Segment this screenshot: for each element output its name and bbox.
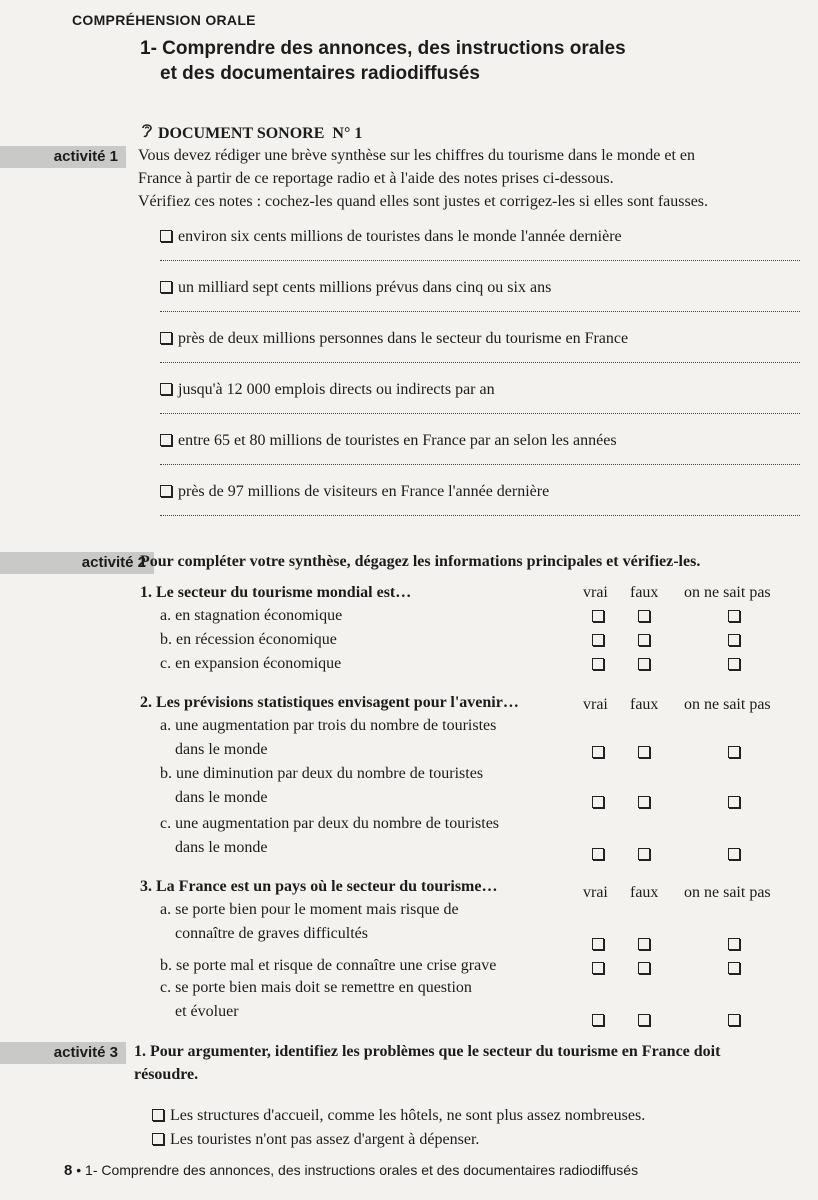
checkbox-vrai[interactable]	[592, 746, 604, 758]
checkbox-on-ne-sait-pas[interactable]	[728, 634, 740, 646]
option: b. se porte mal et risque de connaître une crise grave	[160, 957, 497, 974]
instruction-line: Vous devez rédiger une brève synthèse sur les chiffres du tourisme dans le monde et en	[138, 147, 696, 164]
header-label: COMPRÉHENSION ORALE	[72, 12, 256, 28]
checkbox[interactable]	[160, 281, 172, 293]
option-line1: a. une augmentation par trois du nombre de touristes	[160, 717, 497, 734]
correction-line[interactable]	[160, 303, 800, 312]
checkbox[interactable]	[160, 485, 172, 497]
note-item	[160, 430, 800, 465]
column-on-ne-sait-pas: on ne sait pas	[684, 696, 771, 713]
section-title-line1: 1- Comprendre des annonces, des instructions orales	[140, 38, 626, 59]
option	[160, 976, 560, 1024]
column-vrai: vrai	[583, 884, 608, 901]
question-title: 2. Les prévisions statistiques envisagent pour l'avenir…	[140, 694, 519, 711]
option-line2: dans le monde	[175, 741, 268, 758]
activite-3-question	[134, 1040, 804, 1086]
activite-3-label: activité 3	[0, 1042, 126, 1064]
checkbox-on-ne-sait-pas[interactable]	[728, 796, 740, 808]
checkbox-vrai[interactable]	[592, 938, 604, 950]
note-text: près de deux millions personnes dans le secteur du tourisme en France	[178, 330, 629, 347]
item-text: Les touristes n'ont pas assez d'argent à dépenser.	[170, 1131, 480, 1148]
checkbox-faux[interactable]	[638, 634, 650, 646]
question-line2: résoudre.	[134, 1066, 199, 1083]
checkbox-faux[interactable]	[638, 610, 650, 622]
checkbox[interactable]	[160, 230, 172, 242]
correction-line[interactable]	[160, 405, 800, 414]
correction-line[interactable]	[160, 354, 800, 363]
checkbox-on-ne-sait-pas[interactable]	[728, 1014, 740, 1026]
option-line1: a. se porte bien pour le moment mais risque de	[160, 901, 459, 918]
option: c. en expansion économique	[160, 655, 342, 672]
question-line1: 1. Pour argumenter, identifiez les problèmes que le secteur du tourisme en France doit	[134, 1043, 721, 1060]
checkbox-on-ne-sait-pas[interactable]	[728, 610, 740, 622]
checkbox-on-ne-sait-pas[interactable]	[728, 746, 740, 758]
checkbox-vrai[interactable]	[592, 962, 604, 974]
column-vrai: vrai	[583, 584, 608, 601]
option-line2: et évoluer	[175, 1003, 239, 1020]
activite-1-instructions	[138, 144, 808, 213]
checkbox-faux[interactable]	[638, 938, 650, 950]
option	[160, 898, 560, 946]
note-text: un milliard sept cents millions prévus dans cinq ou six ans	[178, 279, 552, 296]
note-text: jusqu'à 12 000 emplois directs ou indirects par an	[178, 381, 495, 398]
checkbox[interactable]	[160, 434, 172, 446]
column-vrai: vrai	[583, 696, 608, 713]
correction-line[interactable]	[160, 456, 800, 465]
note-text: entre 65 et 80 millions de touristes en France par an selon les années	[178, 432, 617, 449]
correction-line[interactable]	[160, 507, 800, 516]
checkbox-vrai[interactable]	[592, 1014, 604, 1026]
footer-bullet: •	[76, 1162, 82, 1178]
checkbox-on-ne-sait-pas[interactable]	[728, 962, 740, 974]
checkbox-vrai[interactable]	[592, 658, 604, 670]
option-line1: c. se porte bien mais doit se remettre en question	[160, 979, 472, 996]
checkbox-faux[interactable]	[638, 746, 650, 758]
option-line2: dans le monde	[175, 789, 268, 806]
correction-line[interactable]	[160, 252, 800, 261]
checkbox[interactable]	[152, 1133, 164, 1145]
item-text: Les structures d'accueil, comme les hôtels, ne sont plus assez nombreuses.	[170, 1107, 646, 1124]
option	[160, 714, 560, 762]
activite-1-label: activité 1	[0, 146, 126, 168]
checkbox-on-ne-sait-pas[interactable]	[728, 848, 740, 860]
page-number: 8	[64, 1162, 73, 1179]
note-item	[160, 277, 800, 312]
option-line2: dans le monde	[175, 839, 268, 856]
checkbox-on-ne-sait-pas[interactable]	[728, 658, 740, 670]
column-faux: faux	[630, 696, 659, 713]
option-line2: connaître de graves difficultés	[175, 925, 368, 942]
option-line1: b. une diminution par deux du nombre de touristes	[160, 765, 484, 782]
question-title: 1. Le secteur du tourisme mondial est…	[140, 584, 412, 601]
checkbox-faux[interactable]	[638, 962, 650, 974]
option: b. en récession économique	[160, 631, 337, 648]
checkbox-faux[interactable]	[638, 1014, 650, 1026]
ear-icon	[140, 122, 154, 143]
activite-3-item	[152, 1128, 792, 1151]
option	[160, 762, 560, 810]
activite-2-instruction: Pour compléter votre synthèse, dégagez les informations principales et vérifiez-les.	[140, 553, 701, 570]
document-heading	[140, 122, 362, 143]
document-heading-text: DOCUMENT SONORE N° 1	[158, 125, 363, 142]
checkbox-faux[interactable]	[638, 848, 650, 860]
checkbox-vrai[interactable]	[592, 848, 604, 860]
note-item	[160, 328, 800, 363]
option	[160, 812, 560, 860]
checkbox-vrai[interactable]	[592, 796, 604, 808]
instruction-line: Vérifiez ces notes : cochez-les quand elles sont justes et corrigez-les si elles sont fausses.	[138, 193, 709, 210]
option-line1: c. une augmentation par deux du nombre de touristes	[160, 815, 500, 832]
column-on-ne-sait-pas: on ne sait pas	[684, 884, 771, 901]
section-title-line2: et des documentaires radiodiffusés	[160, 63, 480, 84]
checkbox-vrai[interactable]	[592, 610, 604, 622]
note-item	[160, 226, 800, 261]
column-faux: faux	[630, 584, 659, 601]
activite-3-item	[152, 1104, 792, 1127]
page-footer	[64, 1162, 638, 1179]
activite-2-label: activité 2	[0, 552, 154, 574]
note-text: près de 97 millions de visiteurs en France l'année dernière	[178, 483, 550, 500]
note-item	[160, 379, 800, 414]
question-title: 3. La France est un pays où le secteur du tourisme…	[140, 878, 498, 895]
note-item	[160, 481, 800, 516]
option: a. en stagnation économique	[160, 607, 343, 624]
checkbox-faux[interactable]	[638, 796, 650, 808]
checkbox-faux[interactable]	[638, 658, 650, 670]
checkbox[interactable]	[160, 332, 172, 344]
checkbox-vrai[interactable]	[592, 634, 604, 646]
section-title	[140, 36, 626, 86]
checkbox-on-ne-sait-pas[interactable]	[728, 938, 740, 950]
checkbox[interactable]	[152, 1109, 164, 1121]
column-on-ne-sait-pas: on ne sait pas	[684, 584, 771, 601]
column-faux: faux	[630, 884, 659, 901]
footer-text: 1- Comprendre des annonces, des instructions orales et des documentaires radiodiffusés	[85, 1162, 639, 1178]
note-text: environ six cents millions de touristes dans le monde l'année dernière	[178, 228, 622, 245]
instruction-line: France à partir de ce reportage radio et à l'aide des notes prises ci-dessous.	[138, 170, 614, 187]
checkbox[interactable]	[160, 383, 172, 395]
